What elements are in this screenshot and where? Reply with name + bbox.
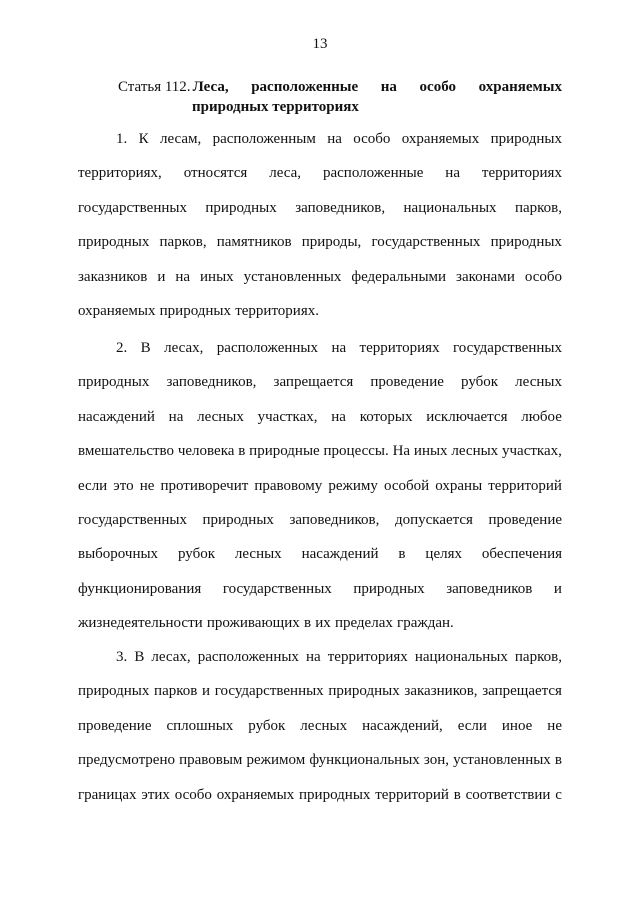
word: федеральными [351,268,447,285]
text-line [78,709,562,743]
word: природных [328,683,400,700]
word: установленных [243,268,342,285]
word: природы, [301,234,362,251]
word: процессы. [323,443,389,460]
word: природных [205,199,277,216]
word: правовым [179,752,243,769]
text-line [78,606,562,640]
word: и [157,268,166,285]
word: человека [177,443,235,460]
word: лесам, [159,131,202,147]
word: государственных [453,340,562,356]
article-title [118,77,562,117]
word: участках, [502,443,562,460]
word: в [238,443,246,460]
title-word: охраняемых [478,79,562,95]
text-line [78,537,562,571]
word: насаждений [78,408,155,425]
word: заповедников, [289,511,380,528]
word: 1. [116,131,128,147]
page-number: 13 [312,36,328,52]
word: территориях [481,165,562,182]
text-line [78,122,562,156]
word: природных [159,302,232,319]
word: природных [353,580,425,597]
word: лесных [197,408,244,425]
word: этих [141,786,170,803]
word: особой [383,477,430,494]
word: национальных [414,649,508,665]
word: природных [78,374,150,391]
word: парков, [514,199,562,216]
word: лесных [515,374,562,391]
word: заказников, [404,683,478,700]
word: иных [413,443,448,460]
word: особо [174,786,212,803]
word: в [398,546,406,563]
word: сплошных [166,717,234,734]
text-line [78,434,562,468]
text-line [78,156,562,190]
word: на [445,165,460,182]
word: лесных [234,546,282,563]
word: государственных [78,199,187,216]
word: территориях [327,649,408,665]
word: если [78,477,108,494]
word: заповедников [446,580,533,597]
title-word: Леса, [192,79,229,95]
word: в [303,615,312,632]
paragraph-2 [78,331,562,641]
word: расположенных [216,340,319,356]
text-line [78,260,562,294]
word: на [331,408,346,425]
word: на [331,340,347,356]
word: охраняемых [78,302,156,319]
word: обеспечения [481,546,562,563]
word: выборочных [78,546,159,563]
word: В [140,340,151,356]
word: функционирования [78,580,202,597]
word: парков, [514,649,562,665]
word: их [315,615,331,632]
word: заказников [78,268,148,285]
word: границах [78,786,137,803]
word: насаждений [301,546,379,563]
word: природных [490,131,562,147]
word: К [138,131,149,147]
word: территориях [359,340,440,356]
word: соответствии [465,786,551,803]
word: целях [425,546,462,563]
word: относятся [183,165,248,182]
word: участках, [257,408,318,425]
paragraph-3 [78,640,562,812]
word: охраняемых [401,131,480,147]
text-line [78,294,562,328]
word: в [554,752,562,769]
word: проведение [488,511,562,528]
word: и [202,683,211,700]
word: охраны [435,477,483,494]
title-word: расположенные [251,79,359,95]
word: пределах [334,615,393,632]
word: 3. [116,649,128,665]
word: не [139,477,155,494]
word: В [134,649,145,665]
word: На [392,443,411,460]
word: противоречит [160,477,249,494]
word: предусмотрено [78,752,175,769]
word: если [457,717,487,734]
word: особо [524,268,562,285]
word: запрещается [482,683,562,700]
word: на [306,649,321,665]
text-line [78,572,562,606]
text-line [78,640,562,674]
word: заповедников, [295,199,386,216]
word: рубок [461,374,499,391]
word: лесах, [164,340,204,356]
article-title-line-2: природных территориях [192,99,359,115]
word: это [113,477,134,494]
word: которых [359,408,413,425]
word: парков [154,683,198,700]
word: заповедников, [166,374,257,391]
text-line [78,743,562,777]
word: национальных [403,199,497,216]
word: проведение [370,374,444,391]
word: лесных [300,717,348,734]
word: законами [456,268,515,285]
word: допускается [394,511,473,528]
word: природных [299,786,371,803]
word: лесных [451,443,499,460]
word: памятников [216,234,292,251]
word: любое [521,408,562,425]
word: проживающих [206,615,300,632]
word: территорий [375,786,449,803]
word: расположенным [212,131,316,147]
text-line [78,778,562,812]
word: насаждений, [362,717,443,734]
word: охраняемых [216,786,295,803]
text-line [78,503,562,537]
word: природных [202,511,274,528]
text-line [78,331,562,365]
word: проведение [78,717,152,734]
word: исключается [426,408,508,425]
word: на [327,131,342,147]
paragraph-1 [78,122,562,328]
text-line [78,674,562,708]
word: с [555,786,562,803]
word: рубок [248,717,286,734]
word: государственных [214,683,324,700]
word: природные [249,443,320,460]
word: парков, [159,234,207,251]
text-line [78,400,562,434]
word: леса, [269,165,302,182]
text-line [78,469,562,503]
word: расположенных [197,649,299,665]
article-number: Статья 112. [118,79,191,95]
word: зон, [423,752,449,769]
word: особо [353,131,391,147]
word: природных [490,234,562,251]
word: государственных [222,580,332,597]
word: природных [78,683,150,700]
word: территорий [488,477,562,494]
word: и [553,580,562,597]
word: установленных [453,752,551,769]
text-line [78,225,562,259]
text-line [78,191,562,225]
word: иных [200,268,234,285]
word: лесах, [151,649,191,665]
word: не [547,717,562,734]
word: правовому [254,477,323,494]
word: природных [78,234,150,251]
word: жизнедеятельности [78,615,203,632]
word: вмешательство [78,443,175,460]
word: государственных [78,511,187,528]
word: государственных [371,234,481,251]
word: территориях. [235,302,319,319]
word: режиму [328,477,378,494]
word: рубок [177,546,215,563]
word: режимом [246,752,306,769]
word: запрещается [273,374,354,391]
word: в [453,786,461,803]
word: территориях, [78,165,162,182]
word: расположенные [322,165,424,182]
word: на [168,408,184,425]
word: функциональных [309,752,420,769]
title-word: особо [419,79,457,95]
word: на [175,268,191,285]
title-word: на [380,79,397,95]
text-line [78,365,562,399]
word: граждан. [397,615,454,632]
word: 2. [116,340,128,356]
article-title-line-1 [118,77,562,97]
word: иное [501,717,533,734]
